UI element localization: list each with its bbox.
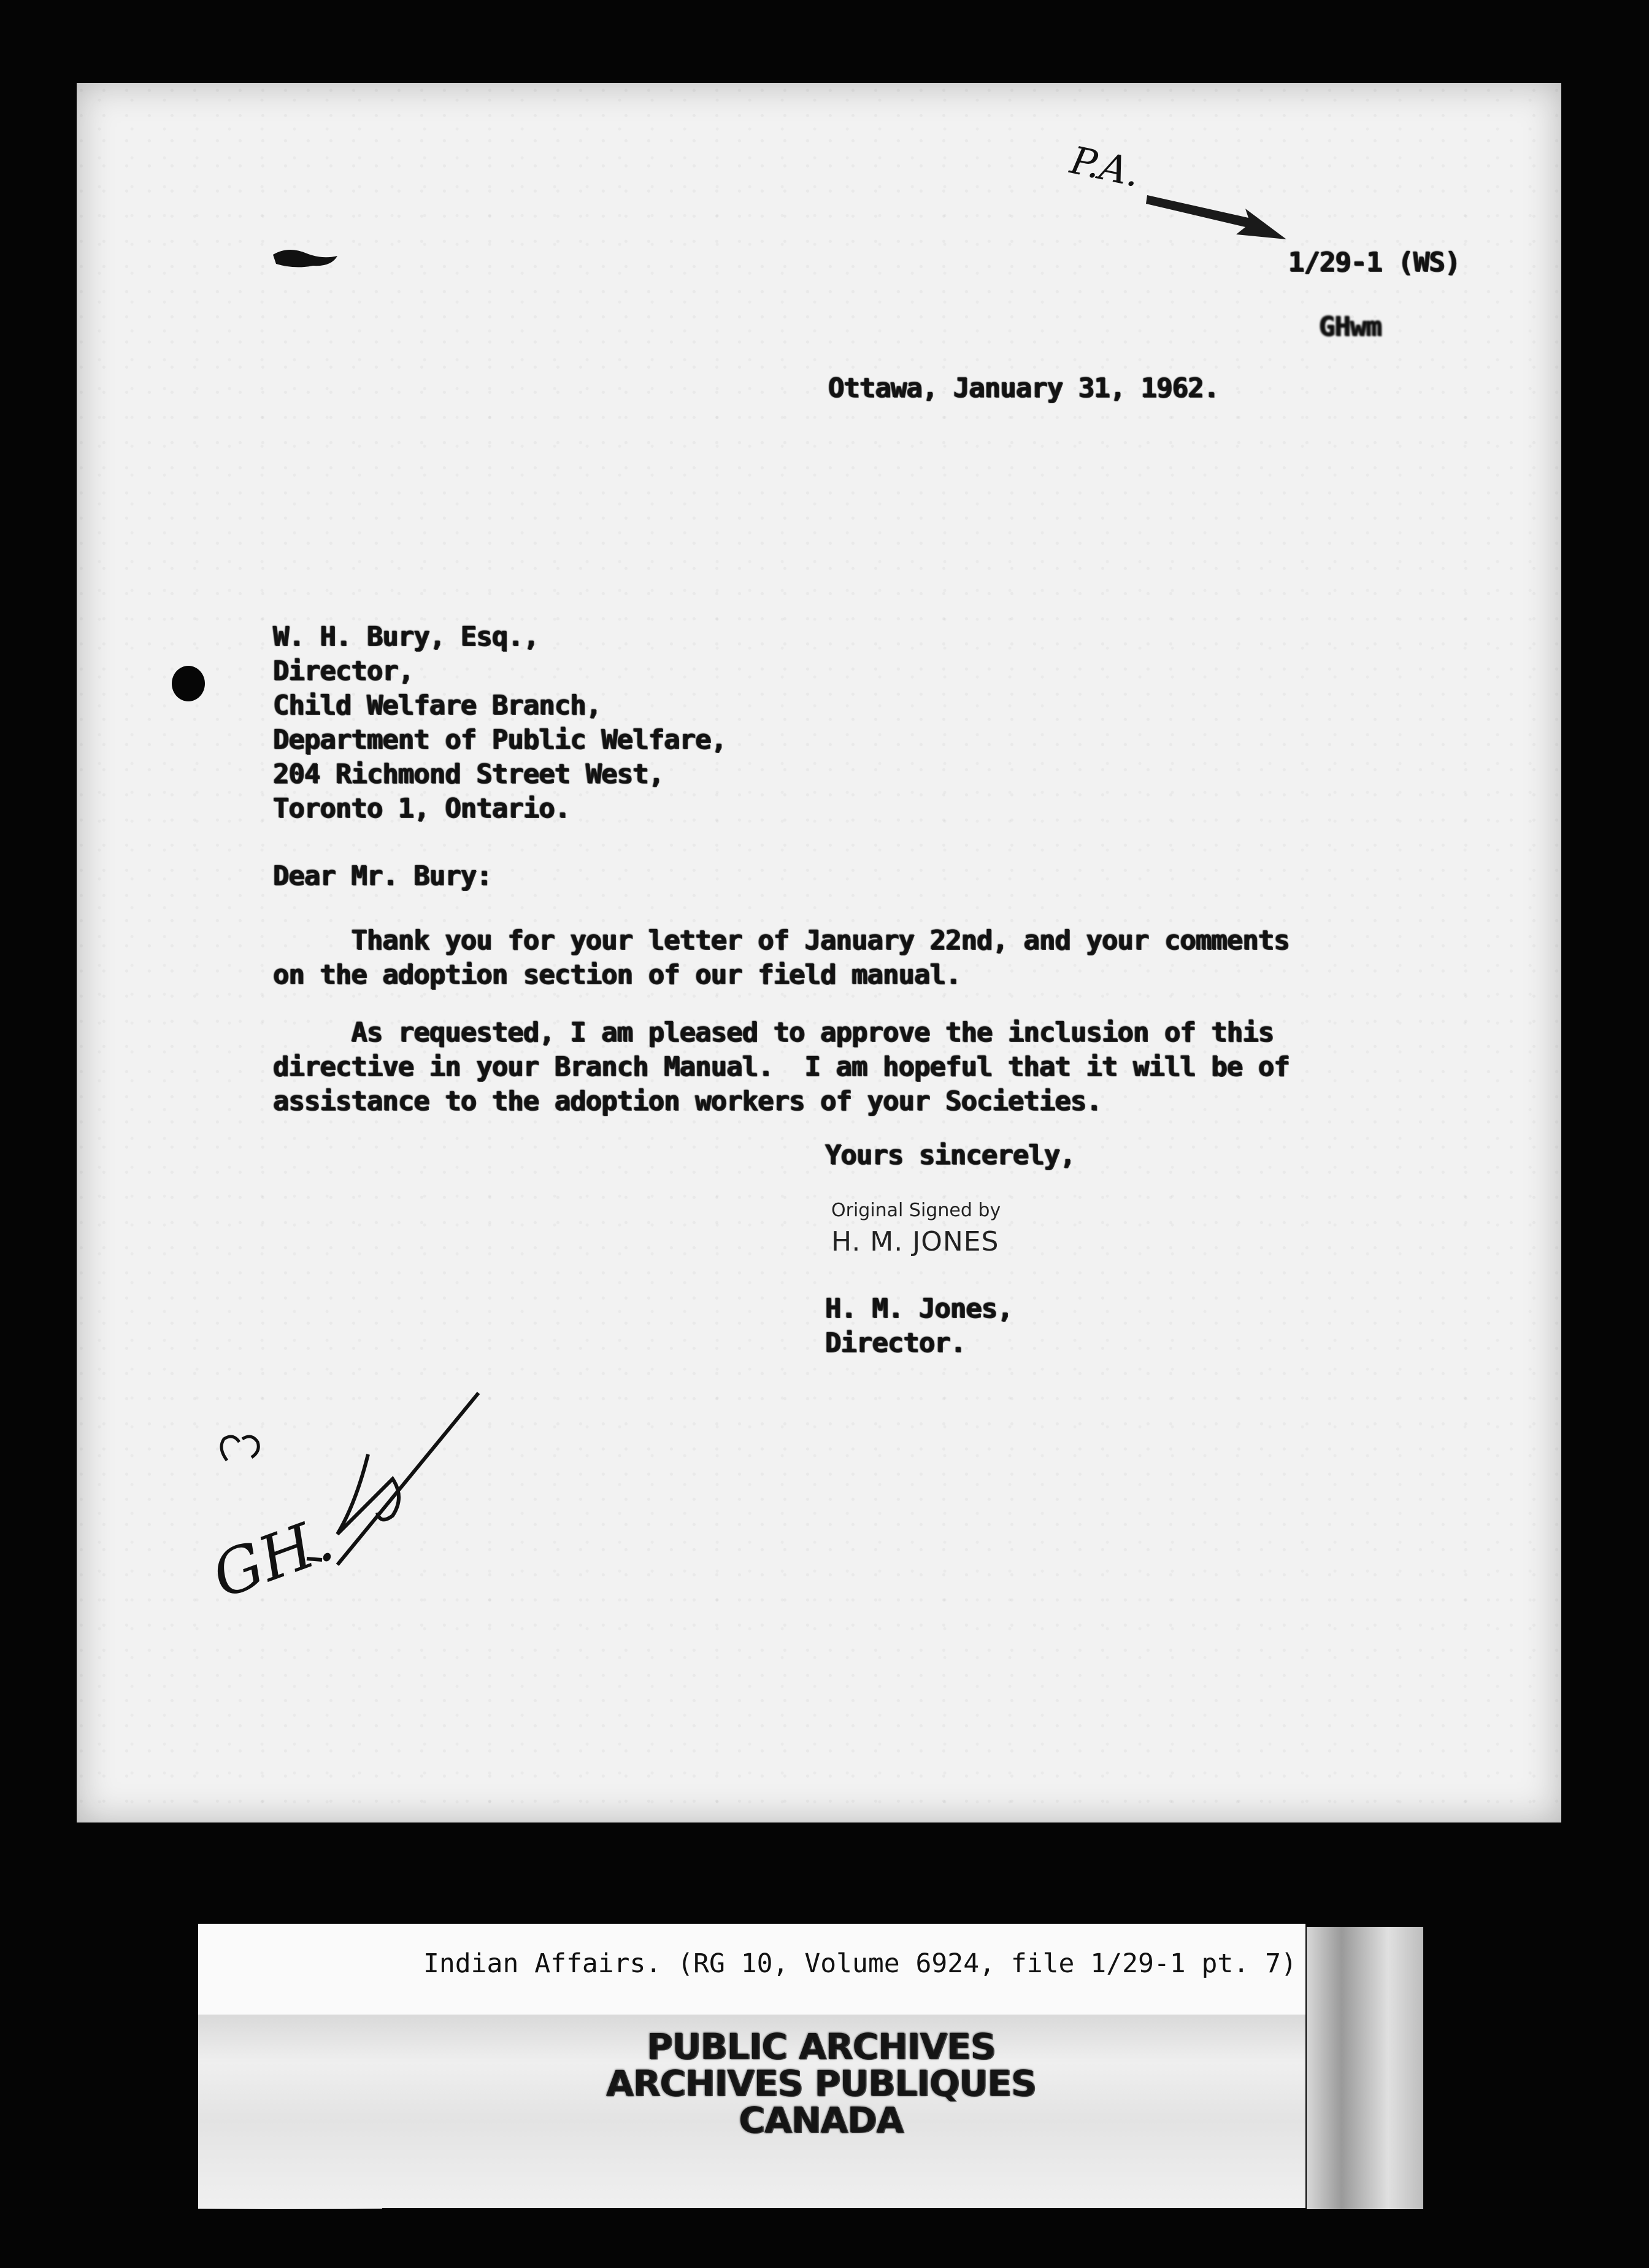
file-number: 1/29-1 (WS) [1288,247,1461,278]
handwritten-initials: GH. [202,1503,342,1613]
archive-stamp-line-2: ARCHIVES PUBLIQUES [605,2062,1036,2104]
ink-blot [270,242,344,279]
signature-block [825,1292,1013,1360]
salutation: Dear Mr. Bury: [273,860,492,892]
archive-reference: Indian Affairs. (RG 10, Volume 6924, file 1/29-1 pt. 7) [423,1948,1297,1979]
marginal-note: P.A. [1066,137,1144,196]
signatory-name: H. M. Jones, [825,1293,1013,1324]
typist-initials: GHwm [1319,311,1382,342]
signatory-title: Director. [825,1327,966,1359]
body-paragraph-2 [273,1016,1290,1119]
arrow-icon [1144,184,1291,252]
dateline: Ottawa, January 31, 1962. [828,372,1220,404]
body-line: assistance to the adoption workers of your Societies. [273,1086,1102,1117]
body-line: As requested, I am pleased to approve the inclusion of this [273,1017,1274,1048]
archive-stamp-line-1: PUBLIC ARCHIVES [646,2026,996,2067]
address-line: 204 Richmond Street West, [273,758,664,790]
body-line: directive in your Branch Manual. I am hopeful that it will be of [273,1051,1290,1082]
archive-stamp-line-3: CANADA [739,2099,903,2141]
address-line: Child Welfare Branch, [273,690,602,721]
signature-stamp-name: H. M. JONES [831,1226,999,1257]
closing: Yours sincerely, [825,1140,1075,1171]
punch-hole [172,666,205,701]
label-fold-right [1307,1927,1423,2209]
address-line: Department of Public Welfare, [273,724,727,755]
inside-address [273,620,726,826]
address-line: Director, [273,655,414,687]
body-paragraph-1 [273,924,1290,992]
address-line: W. H. Bury, Esq., [273,621,539,652]
body-line: on the adoption section of our field manual. [273,959,961,990]
body-line: Thank you for your letter of January 22nd, and your comments [273,925,1290,956]
address-line: Toronto 1, Ontario. [273,793,571,824]
signature-stamp-caption: Original Signed by [831,1200,1001,1221]
